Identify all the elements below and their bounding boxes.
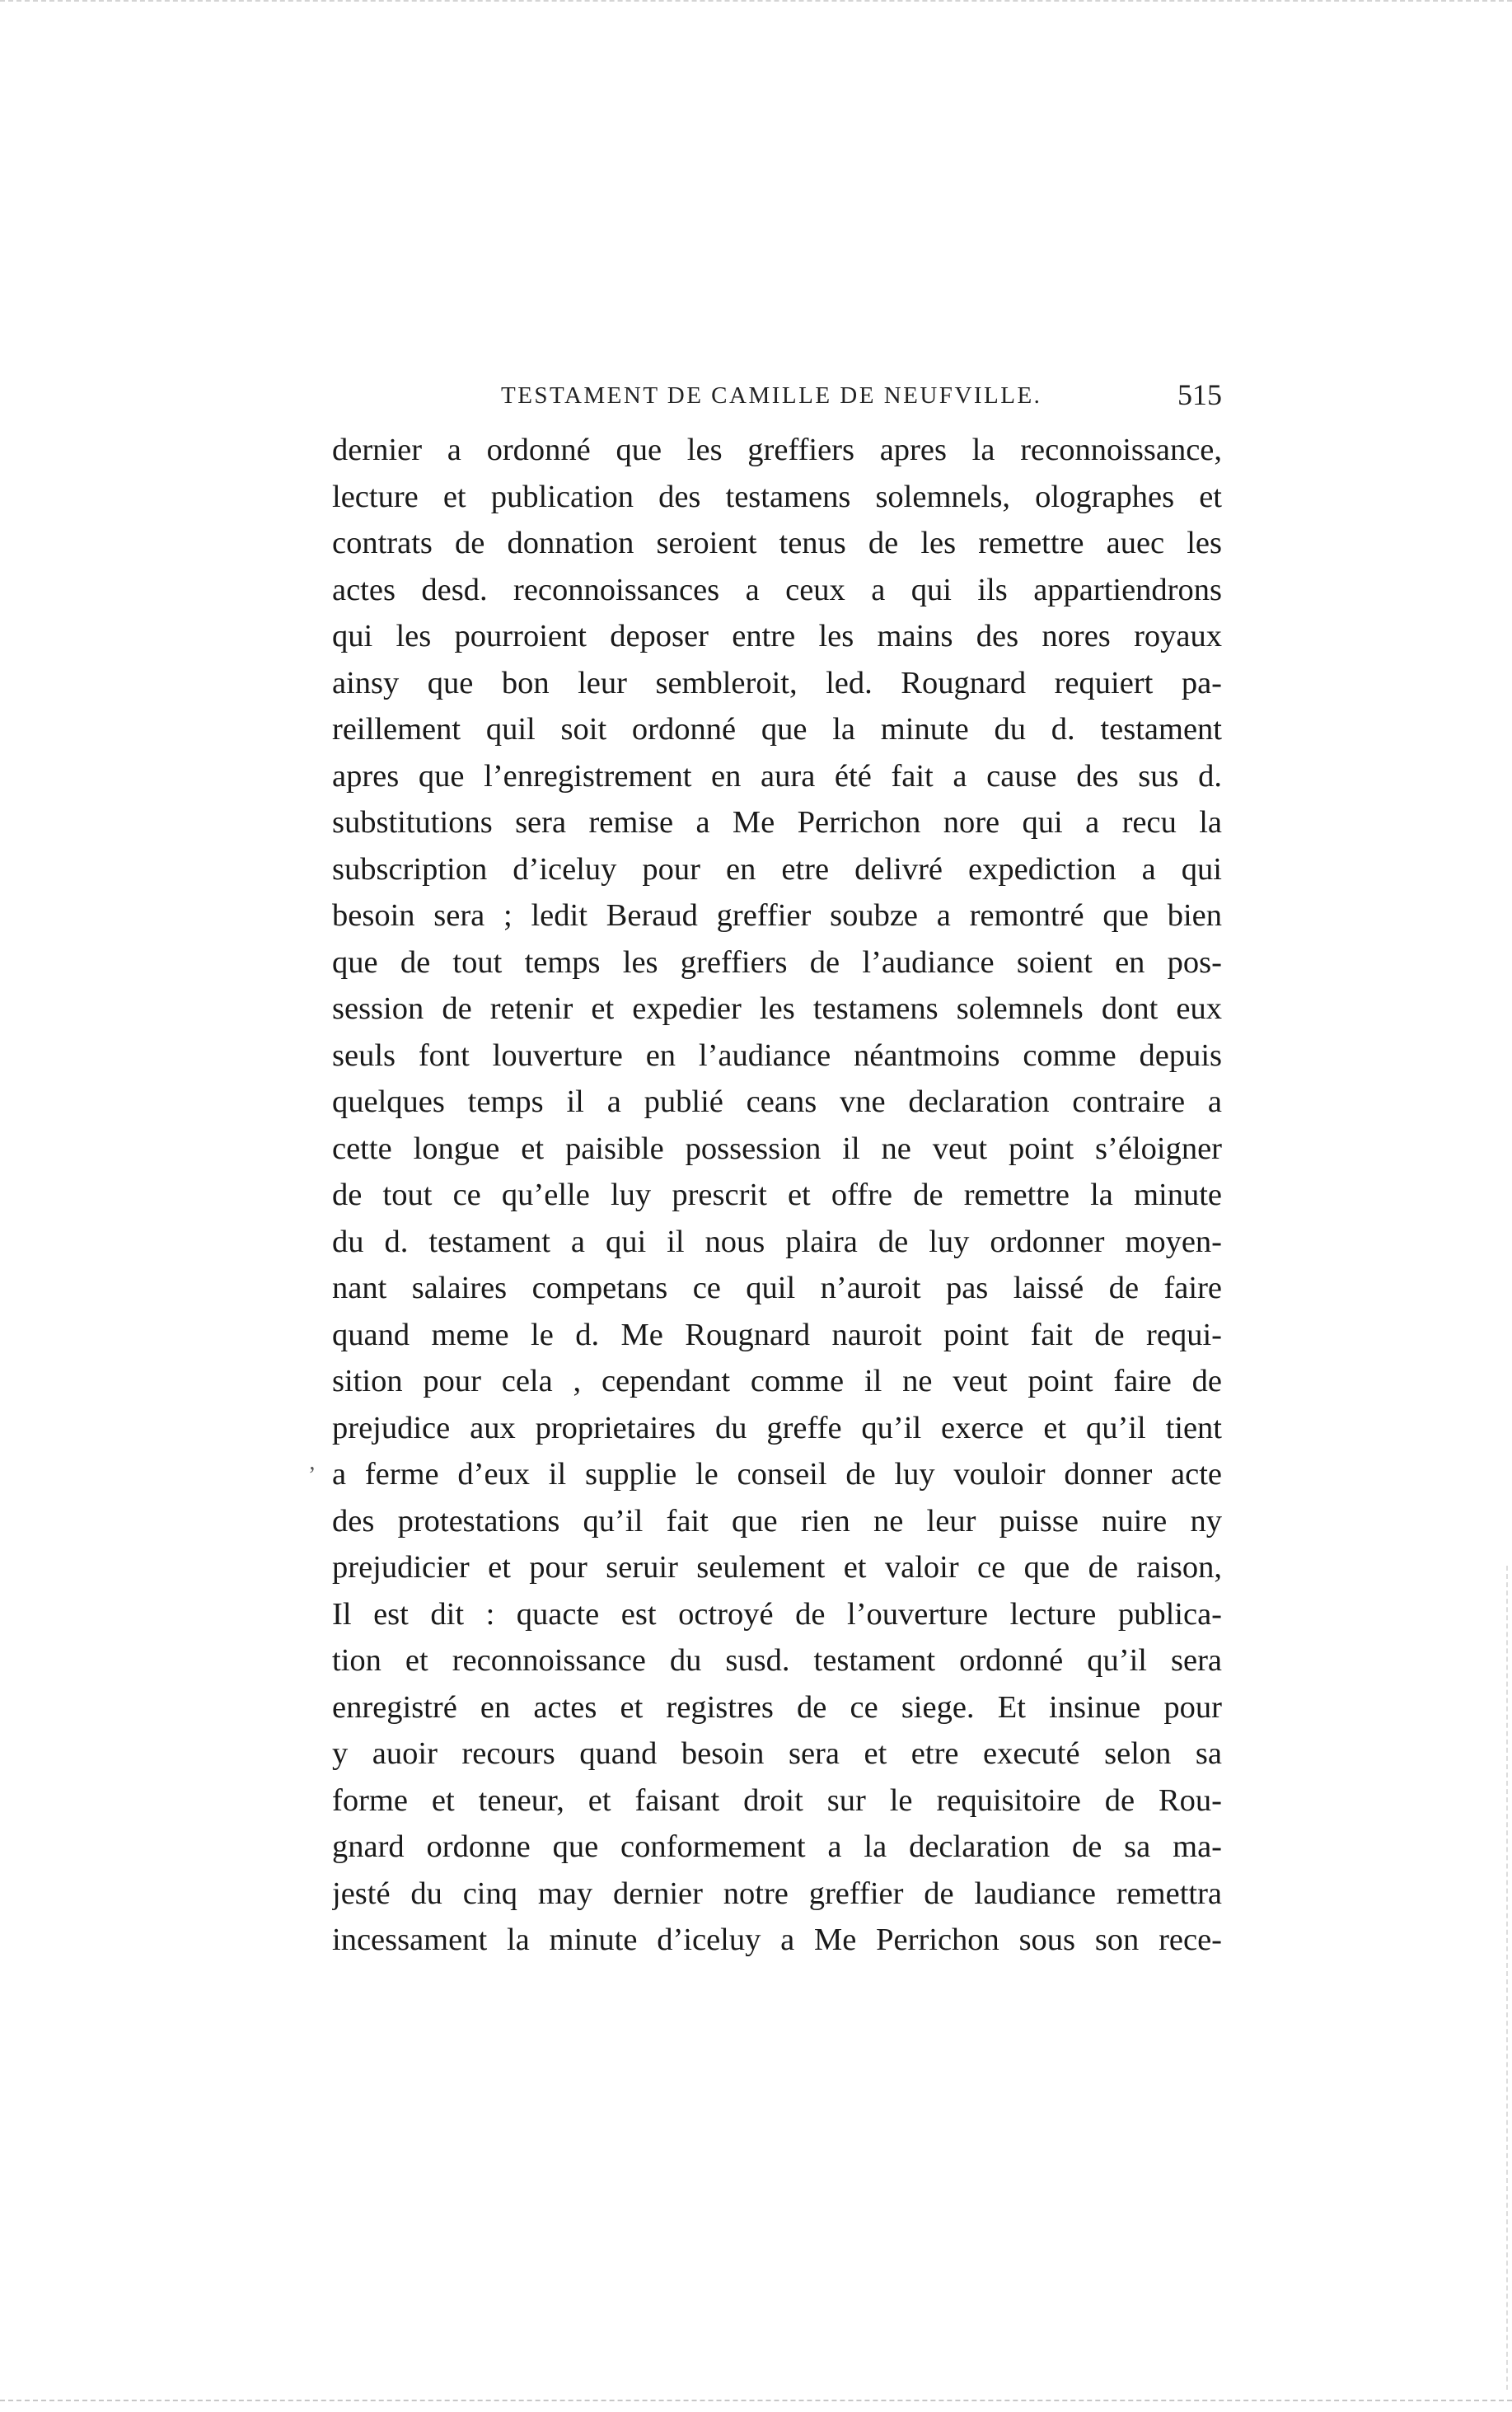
text-line: que de tout temps les greffiers de l’audiance soient en pos-: [332, 944, 1222, 980]
text-line: gnard ordonne que conformement a la declaration de sa ma-: [332, 1829, 1222, 1864]
text-line: seuls font louverture en l’audiance néantmoins comme depuis: [332, 1037, 1222, 1073]
text-line: des protestations qu’il fait que rien ne leur puisse nuire ny: [332, 1503, 1222, 1539]
text-line: y auoir recours quand besoin sera et etre executé selon sa: [332, 1736, 1222, 1771]
text-line: qui les pourroient deposer entre les mains des nores royaux: [332, 619, 1222, 653]
text-line: contrats de donnation seroient tenus de les remettre auec les: [332, 526, 1222, 560]
text-line: reillement quil soit ordonné que la minute du d. testament: [332, 712, 1222, 747]
text-line: actes desd. reconnoissances a ceux a qui ils appartiendrons: [332, 572, 1222, 607]
text-line: nant salaires competans ce quil n’auroit pas laissé de faire: [332, 1271, 1222, 1305]
running-head: [332, 377, 1222, 419]
stray-ink-mark: ’: [308, 1463, 316, 1488]
page-right-edge: [1506, 1566, 1510, 2390]
text-line: apres que l’enregistrement en aura été fait a cause des sus d.: [332, 758, 1222, 794]
text-line: du d. testament a qui il nous plaira de luy ordonner moyen-: [332, 1224, 1222, 1259]
text-line: quelques temps il a publié ceans vne declaration contraire a: [332, 1084, 1222, 1119]
text-line: dernier a ordonné que les greffiers apres la reconnoissance,: [332, 433, 1222, 467]
body-text: [332, 427, 1222, 1964]
text-line: Il est dit : quacte est octroyé de l’ouverture lecture publica-: [332, 1596, 1222, 1632]
text-line: incessament la minute d’iceluy a Me Perrichon sous son rece-: [332, 1923, 1222, 1957]
text-line: jesté du cinq may dernier notre greffier de laudiance remettra: [332, 1876, 1222, 1911]
text-line: quand meme le d. Me Rougnard nauroit point fait de requi-: [332, 1317, 1222, 1352]
text-line: lecture et publication des testamens solemnels, olographes et: [332, 479, 1222, 514]
text-line: ainsy que bon leur sembleroit, led. Rougnard requiert pa-: [332, 665, 1222, 700]
page-bottom-edge: [0, 2400, 1512, 2406]
text-line: sition pour cela , cependant comme il ne veut point faire de: [332, 1364, 1222, 1398]
text-line: session de retenir et expedier les testamens solemnels dont eux: [332, 991, 1222, 1026]
text-line: enregistré en actes et registres de ce siege. Et insinue pour: [332, 1689, 1222, 1725]
page-top-edge: [0, 0, 1512, 7]
text-line: prejudicier et pour seruir seulement et valoir ce que de raison,: [332, 1550, 1222, 1585]
running-title: TESTAMENT DE CAMILLE DE NEUFVILLE.: [501, 382, 1042, 409]
text-line: besoin sera ; ledit Beraud greffier soubze a remontré que bien: [332, 898, 1222, 933]
text-line: prejudice aux proprietaires du greffe qu’il exerce et qu’il tient: [332, 1410, 1222, 1445]
text-line: forme et teneur, et faisant droit sur le requisitoire de Rou-: [332, 1782, 1222, 1818]
text-line: de tout ce qu’elle luy prescrit et offre de remettre la minute: [332, 1178, 1222, 1212]
text-line: substitutions sera remise a Me Perrichon nore qui a recu la: [332, 805, 1222, 840]
text-line: a ferme d’eux il supplie le conseil de luy vouloir donner acte: [332, 1457, 1222, 1492]
text-line: subscription d’iceluy pour en etre delivré expediction a qui: [332, 851, 1222, 887]
text-line: tion et reconnoissance du susd. testament ordonné qu’il sera: [332, 1643, 1222, 1678]
text-line: cette longue et paisible possession il ne veut point s’éloigner: [332, 1131, 1222, 1166]
page-number: 515: [1177, 378, 1222, 411]
